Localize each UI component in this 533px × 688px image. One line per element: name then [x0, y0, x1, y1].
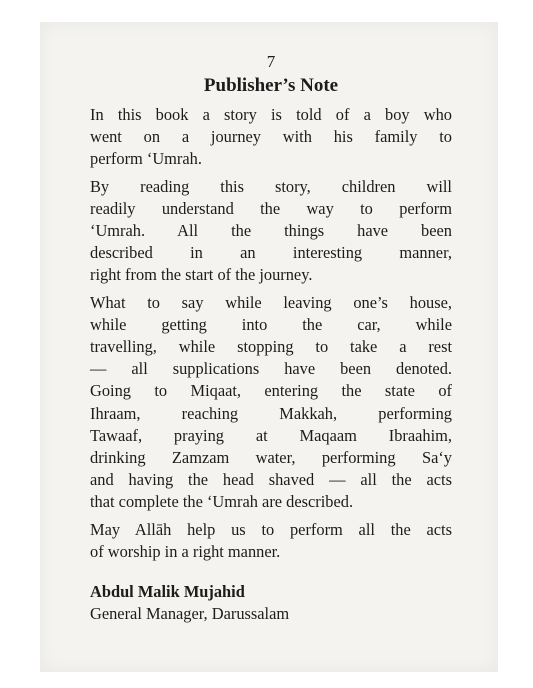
- signature-name: Abdul Malik Mujahid: [90, 582, 245, 602]
- paragraph-line: and having the head shaved — all the acts: [90, 470, 452, 490]
- book-page: [40, 22, 498, 672]
- page-text: [90, 52, 452, 625]
- paragraph-line: right from the start of the journey.: [90, 265, 313, 285]
- paragraph-line: while getting into the car, while: [90, 314, 452, 334]
- paragraph-line: In this book a story is told of a boy who: [90, 105, 452, 124]
- paragraph-line: Tawaaf, praying at Maqaam Ibraahim,: [90, 425, 452, 445]
- paragraph-line: described in an interesting manner,: [90, 243, 452, 263]
- paragraph-3: [90, 292, 452, 514]
- paragraph-line: perform ‘Umrah.: [90, 149, 202, 169]
- paragraph-line: that complete the ‘Umrah are described.: [90, 492, 354, 512]
- paragraph-line: — all supplications have been denoted.: [90, 359, 452, 379]
- paragraph-1: [90, 104, 452, 171]
- page-title: Publisher’s Note: [203, 75, 339, 96]
- page-number: 7: [266, 52, 276, 71]
- signature-block: [90, 581, 452, 625]
- paragraph-line: Going to Miqaat, entering the state of: [90, 381, 452, 401]
- paragraph-line: Ihraam, reaching Makkah, performing: [90, 403, 452, 423]
- paragraph-2: [90, 176, 452, 287]
- paragraph-line: By reading this story, children will: [90, 176, 452, 196]
- paragraph-line: ‘Umrah. All the things have been: [90, 221, 452, 241]
- paragraph-line: travelling, while stopping to take a rest: [90, 337, 452, 357]
- paragraph-line: What to say while leaving one’s house,: [90, 292, 452, 312]
- paragraph-line: of worship in a right manner.: [90, 541, 281, 561]
- paragraph-line: went on a journey with his family to: [90, 127, 452, 147]
- paragraph-line: May Allāh help us to perform all the acts: [90, 519, 452, 539]
- signature-title: General Manager, Darussalam: [90, 604, 290, 624]
- paragraph-line: readily understand the way to perform: [90, 198, 452, 218]
- paragraph-4: [90, 519, 452, 563]
- paragraph-line: drinking Zamzam water, performing Sa‘y: [90, 448, 452, 468]
